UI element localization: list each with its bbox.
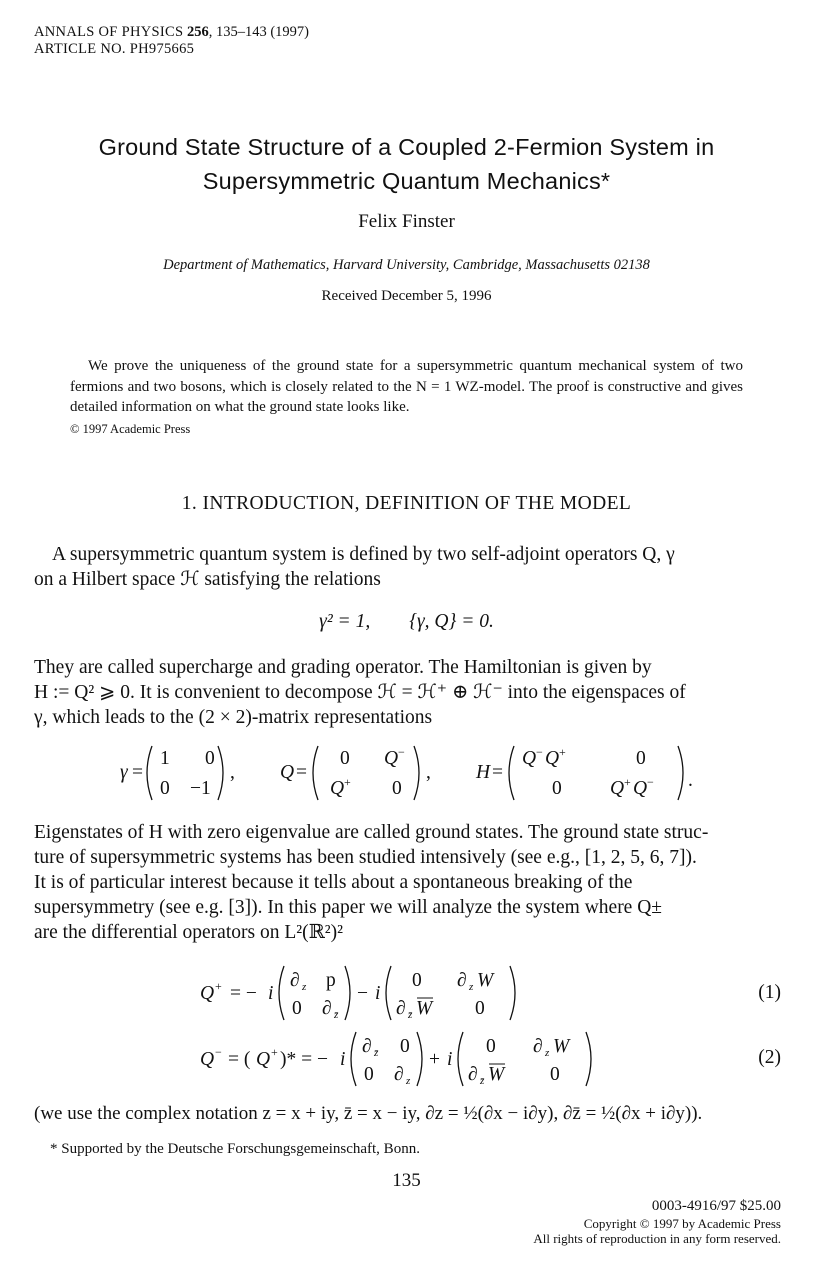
svg-text:.: .	[688, 770, 693, 791]
equation-1	[190, 962, 550, 1024]
paragraph-intro: A supersymmetric quantum system is defined by two self-adjoint operators Q, γ on a Hilbert space ℋ satisfying the relations	[34, 544, 675, 590]
svg-text:z̄: z̄	[480, 1075, 485, 1087]
svg-text:i: i	[447, 1049, 453, 1070]
svg-text:0: 0	[475, 998, 485, 1019]
svg-text:−: −	[647, 775, 654, 789]
svg-text:+: +	[624, 775, 631, 789]
svg-text:)* = −: )* = −	[280, 1049, 328, 1070]
svg-text:0: 0	[340, 748, 350, 769]
journal-header	[34, 24, 309, 58]
svg-text:+: +	[271, 1045, 278, 1059]
svg-text:= (: = (	[228, 1049, 251, 1070]
svg-text:Q: Q	[330, 778, 345, 799]
svg-text:Q: Q	[200, 1049, 215, 1070]
svg-text:0: 0	[160, 778, 170, 799]
svg-text:0: 0	[205, 748, 215, 769]
svg-text:Q: Q	[522, 748, 537, 769]
equation-matrix-representations	[100, 740, 720, 806]
equation-2-number: (2)	[758, 1047, 781, 1068]
svg-text:∂: ∂	[396, 998, 406, 1019]
svg-text:=: =	[296, 762, 307, 783]
svg-text:z: z	[406, 1075, 411, 1087]
svg-text:W: W	[553, 1036, 570, 1057]
svg-text:,: ,	[426, 762, 431, 783]
svg-text:∂: ∂	[394, 1064, 404, 1085]
journal-citation: ANNALS OF PHYSICS 256, 135–143 (1997)	[34, 24, 309, 40]
svg-text:0: 0	[552, 778, 562, 799]
abstract-copyright: © 1997 Academic Press	[70, 422, 191, 436]
equation-relations: γ² = 1, {γ, Q} = 0.	[319, 611, 494, 632]
received-date: Received December 5, 1996	[321, 288, 492, 304]
svg-text:Q: Q	[200, 983, 215, 1004]
author-name: Felix Finster	[358, 211, 455, 232]
publisher-info	[533, 1196, 781, 1246]
svg-text:z: z	[469, 981, 474, 993]
svg-text:∂: ∂	[533, 1036, 543, 1057]
equation-1-number: (1)	[758, 982, 781, 1003]
svg-text:0: 0	[636, 748, 646, 769]
svg-text:p: p	[326, 970, 336, 991]
svg-text:i: i	[375, 983, 381, 1004]
svg-text:−1: −1	[190, 778, 211, 799]
svg-text:z̄: z̄	[408, 1009, 413, 1021]
svg-text:0: 0	[364, 1064, 374, 1085]
svg-text:z̄: z̄	[334, 1009, 339, 1021]
svg-text:=: =	[492, 762, 503, 783]
svg-text:z: z	[302, 981, 307, 993]
svg-text:Q: Q	[633, 778, 648, 799]
svg-text:0: 0	[392, 778, 402, 799]
svg-text:0: 0	[292, 998, 302, 1019]
svg-text:∂: ∂	[290, 970, 300, 991]
svg-text:z̄: z̄	[374, 1047, 379, 1059]
footnote: * Supported by the Deutsche Forschungsgemeinschaft, Bonn.	[50, 1141, 420, 1157]
affiliation: Department of Mathematics, Harvard University, Cambridge, Massachusetts 02138	[163, 257, 650, 273]
svg-text:0: 0	[400, 1036, 410, 1057]
svg-text:z: z	[545, 1047, 550, 1059]
svg-text:i: i	[268, 983, 274, 1004]
svg-text:H: H	[476, 762, 491, 783]
rights-notice: All rights of reproduction in any form reserved.	[533, 1231, 781, 1246]
svg-text:−: −	[357, 983, 368, 1004]
paragraph-ground-states: Eigenstates of H with zero eigenvalue are called ground states. The ground state struc- ture of supersymmetric systems has been studied intensively (see e.g., [1, 2, 5, 6, 7]). It is of particular interest because it tells about a spontaneous breaking of the supersymmetry (see e.g. [3]). In this paper we will analyze the system where Q± are the differential operators on L²(ℝ²)²	[34, 822, 709, 943]
equation-2	[190, 1028, 630, 1090]
svg-text:W: W	[488, 1064, 505, 1085]
svg-text:+: +	[344, 775, 351, 789]
svg-text:W: W	[477, 970, 494, 991]
page-number: 135	[392, 1170, 421, 1191]
svg-text:−: −	[215, 1045, 222, 1059]
svg-text:,: ,	[230, 762, 235, 783]
svg-text:+: +	[429, 1049, 440, 1070]
abstract: We prove the uniqueness of the ground state for a supersymmetric quantum mechanical system of two fermions and two bosons, which is closely related to the N = 1 WZ-model. The proof is constructive and gives detailed information on what the ground state looks like.	[70, 358, 743, 415]
svg-text:1: 1	[160, 748, 170, 769]
svg-text:0: 0	[550, 1064, 560, 1085]
article-number: ARTICLE NO. PH975665	[34, 41, 195, 57]
svg-text:i: i	[340, 1049, 346, 1070]
svg-text:= −: = −	[230, 983, 257, 1004]
paragraph-hamiltonian: They are called supercharge and grading operator. The Hamiltonian is given by H := Q² ⩾ 0. It is convenient to decompose ℋ = ℋ⁺ ⊕ ℋ⁻ into the eigenspaces of γ, which leads to the (2 × 2)-matrix representations	[34, 657, 686, 728]
svg-text:+: +	[559, 745, 566, 759]
svg-text:=: =	[132, 762, 143, 783]
paper-title: Ground State Structure of a Coupled 2-Fermion System in Supersymmetric Quantum Mechanics*	[98, 134, 715, 194]
issn-price: 0003-4916/97 $25.00	[651, 1198, 781, 1214]
section-heading: 1. INTRODUCTION, DEFINITION OF THE MODEL	[181, 493, 632, 514]
svg-text:∂: ∂	[322, 998, 332, 1019]
svg-text:γ: γ	[120, 762, 128, 783]
svg-text:∂: ∂	[457, 970, 467, 991]
svg-text:W: W	[416, 998, 433, 1019]
svg-text:Q: Q	[280, 762, 295, 783]
svg-text:−: −	[398, 745, 405, 759]
svg-text:Q: Q	[545, 748, 560, 769]
svg-text:∂: ∂	[362, 1036, 372, 1057]
svg-text:Q: Q	[384, 748, 399, 769]
svg-text:−: −	[536, 745, 543, 759]
svg-text:Q: Q	[610, 778, 625, 799]
svg-text:Q: Q	[256, 1049, 271, 1070]
svg-text:∂: ∂	[468, 1064, 478, 1085]
svg-text:+: +	[215, 979, 222, 993]
paragraph-complex-notation: (we use the complex notation z = x + iy, z̄ = x − iy, ∂z = ½(∂x − i∂y), ∂z̄ = ½(∂x + i∂y)).	[34, 1103, 703, 1124]
svg-text:0: 0	[486, 1036, 496, 1057]
publisher-copyright: Copyright © 1997 by Academic Press	[583, 1216, 781, 1231]
svg-text:0: 0	[412, 970, 422, 991]
